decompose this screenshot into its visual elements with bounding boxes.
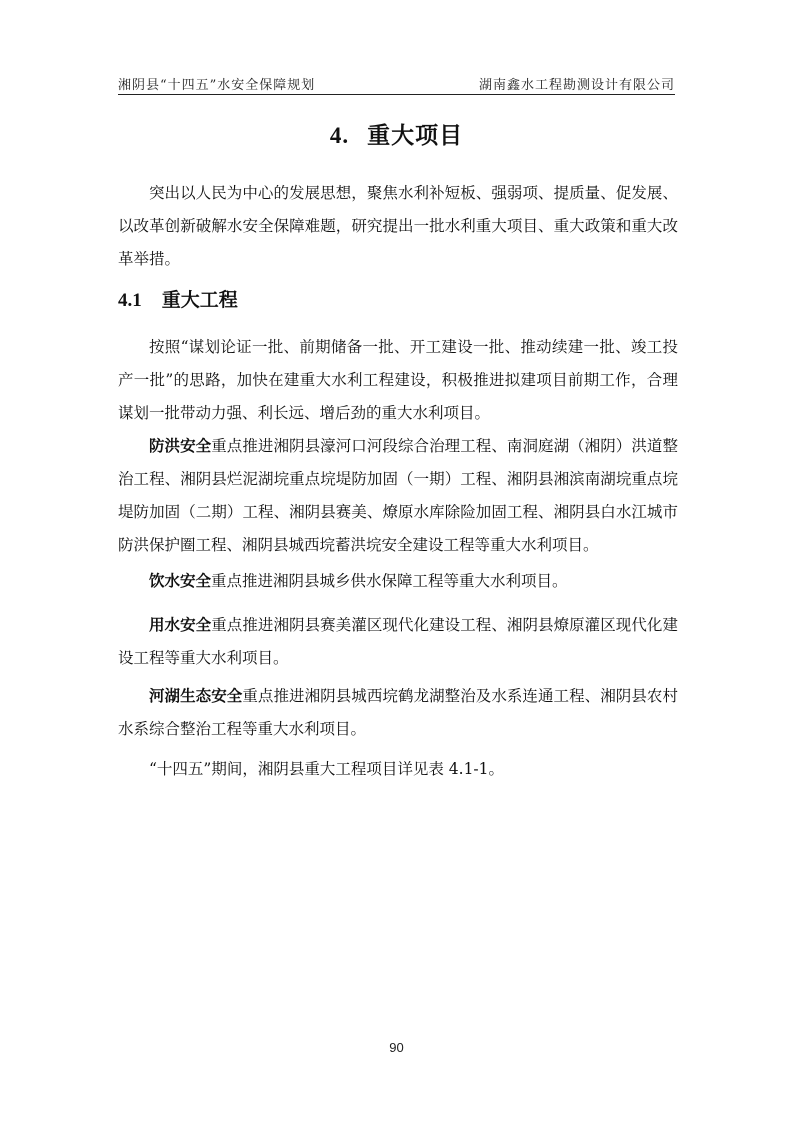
chapter-title-text: 重大项目 — [367, 123, 464, 149]
paragraph-drinking-water-text: 重点推进湘阴县城乡供水保障工程等重大水利项目。 — [211, 572, 568, 590]
paragraph-table-reference — [118, 753, 678, 786]
paragraph-river-lake-ecology-text: 重点推进湘阴县城西垸鹤龙湖整治及水系连通工程、湘阴县农村水系综合整治工程等重大水利项目。 — [118, 687, 678, 738]
paragraph-water-use-lead: 用水安全 — [149, 616, 212, 634]
paragraph-drinking-water-lead: 饮水安全 — [149, 572, 212, 590]
paragraph-river-lake-ecology — [118, 680, 678, 746]
intro-paragraph: 突出以人民为中心的发展思想，聚焦水利补短板、强弱项、提质量、促发展、以改革创新破解水安全保障难题，研究提出一批水利重大项目、重大政策和重大改革举措。 — [118, 184, 678, 268]
paragraph-approach — [118, 331, 678, 430]
page-number: 90 — [389, 1040, 404, 1055]
header-document-title: 湘阴县“十四五”水安全保障规划 — [118, 78, 316, 93]
paragraph-river-lake-ecology-lead: 河湖生态安全 — [149, 687, 243, 705]
header-company-name: 湖南鑫水工程勘测设计有限公司 — [478, 78, 675, 93]
paragraph-approach-text: 按照“谋划论证一批、前期储备一批、开工建设一批、推动续建一批、竣工投产一批”的思路，加快在建重大水利工程建设，积极推进拟建项目前期工作，合理谋划一批带动力强、利长远、增后劲的重大水利项目。 — [118, 338, 678, 422]
page-header — [118, 74, 675, 95]
paragraph-flood-safety-lead: 防洪安全 — [149, 437, 212, 455]
chapter-title — [0, 117, 793, 150]
paragraph-flood-safety-text: 重点推进湘阴县濠河口河段综合治理工程、南洞庭湖（湘阴）洪道整治工程、湘阴县烂泥湖垸重点垸堤防加固（一期）工程、湘阴县湘滨南湖垸重点垸堤防加固（二期）工程、湘阴县赛美、燎原水库除险加固工程、湘阴县白水江城市防洪保护圈工程、湘阴县城西垸蓄洪垸安全建设工程等重大水利项目。 — [118, 437, 678, 554]
section-number: 4.1 — [118, 290, 142, 311]
section-title-text: 重大工程 — [161, 289, 238, 311]
paragraph-water-use-text: 重点推进湘阴县赛美灌区现代化建设工程、湘阴县燎原灌区现代化建设工程等重大水利项目。 — [118, 616, 678, 667]
section-title — [118, 285, 238, 312]
paragraph-drinking-water — [118, 565, 678, 598]
paragraph-water-use — [118, 609, 678, 675]
chapter-number: 4. — [329, 123, 350, 148]
paragraph-flood-safety — [118, 430, 678, 562]
paragraph-table-reference-text: “十四五”期间，湘阴县重大工程项目详见表 4.1-1。 — [149, 760, 505, 778]
